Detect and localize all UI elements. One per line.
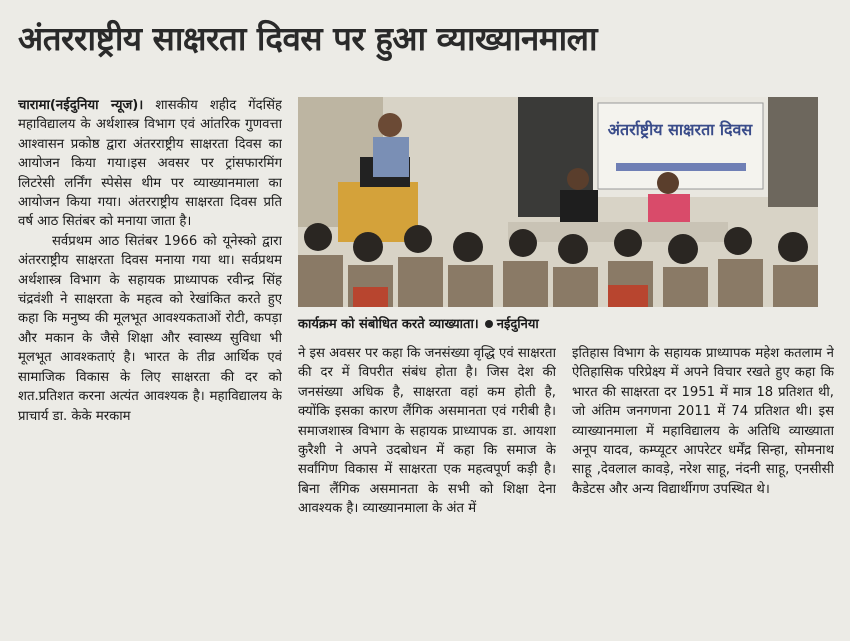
photo-caption — [298, 314, 818, 336]
article-column-3 — [572, 344, 834, 636]
dateline: चारामा(नईदुनिया न्यूज)। — [18, 98, 144, 113]
headline: अंतरराष्ट्रीय साक्षरता दिवस पर हुआ व्याख्यानमाला — [18, 19, 598, 58]
paragraph-3: ने इस अवसर पर कहा कि जनसंख्या वृद्धि एवं साक्षरता की दर में विपरीत संबंध होता है। जिस देश की जनसंख्या अधिक है, साक्षरता वहां कम होती है, क्योंकि इसका कारण लैंगिक असमानता एवं गरीबी है। समाजशास्त्र विभाग के सहायक प्राध्यापक डा. आयशा कुरैशी ने अपने उदबोधन में कहा कि समाज के सर्वांगिण विकास में साक्षरता एक महत्वपूर्ण कड़ी है। बिना लैंगिक असमानता के सभी को शिक्षा देना आवश्यक है। व्याख्यानमाला के अंत में — [298, 346, 556, 517]
article-column-1 — [18, 96, 282, 636]
paragraph-2: सर्वप्रथम आठ सितंबर 1966 को यूनेस्को द्वारा अंतरराष्ट्रीय साक्षरता दिवस मनाया गया था। सर्वप्रथम अर्थशास्त्र विभाग के सहायक प्राध्यापक रवीन्द्र सिंह चंद्रवंशी ने साक्षरता के महत्व को रेखांकित करते हुए कहा कि मनुष्य की मूलभूत आवश्यकताओं रोटी, कपड़ा और मकान के जैसे शिक्षा और स्वास्थ्य सुविधा भी मूलभूत आवश्कताएं है। भारत के तीव्र आर्थिक एवं सामाजिक विकास के लिए साक्षरता की दर को शत.प्रतिशत करना अत्यंत आवश्यक है। महाविद्यालय के प्राचार्य डा. केके मरकाम — [18, 233, 282, 424]
paragraph-1 — [18, 96, 282, 232]
caption-credit: नईदुनिया — [496, 317, 539, 332]
paragraph-1-text: शासकीय शहीद गेंदसिंह महाविद्यालय के अर्थशास्त्र विभाग एवं आंतरिक गुणवत्ता आश्वासन प्रकोष्ठ द्वारा अंतरराष्ट्रीय साक्षरता दिवस का आयोजन किया गया।इस अवसर पर ट्रांसफारमिंग लिटरेसी लर्निंग स्पेसेस थीम पर व्याख्यानमाला का आयोजन किया गया। अंतरराष्ट्रीय साक्षरता दिवस प्रति वर्ष आठ सितंबर को मनाया जाता है। — [18, 98, 282, 230]
bullet-icon — [485, 320, 493, 328]
event-photo-illustration — [298, 97, 818, 307]
paragraph-4: इतिहास विभाग के सहायक प्राध्यापक महेश कतलाम ने ऐतिहासिक परिप्रेक्ष्य में अपने विचार रखते हुए कहा कि भारत की साक्षरता दर 1951 में मात्र 18 प्रतिशत थी, जो अंतिम जनगणना 2011 में 74 प्रतिशत थी। इस व्याख्यानमाला में महाविद्यालय के अतिथि व्याख्याता अनूप यादव, कम्प्यूटर आपरेटर धर्मेंद्र सिन्हा, सोमनाथ साहू ,देवलाल कावड़े, नरेश साहू, नंदनी साहू, एनसीसी कैडेटस और अन्य विद्यार्थीगण उपस्थित थे। — [572, 346, 834, 497]
event-photo — [298, 97, 818, 307]
article-column-2 — [298, 344, 556, 636]
banner-text: अंतर्राष्ट्रीय साक्षरता दिवस — [607, 120, 753, 139]
caption-text: कार्यक्रम को संबोधित करते व्याख्याता। — [298, 317, 479, 332]
